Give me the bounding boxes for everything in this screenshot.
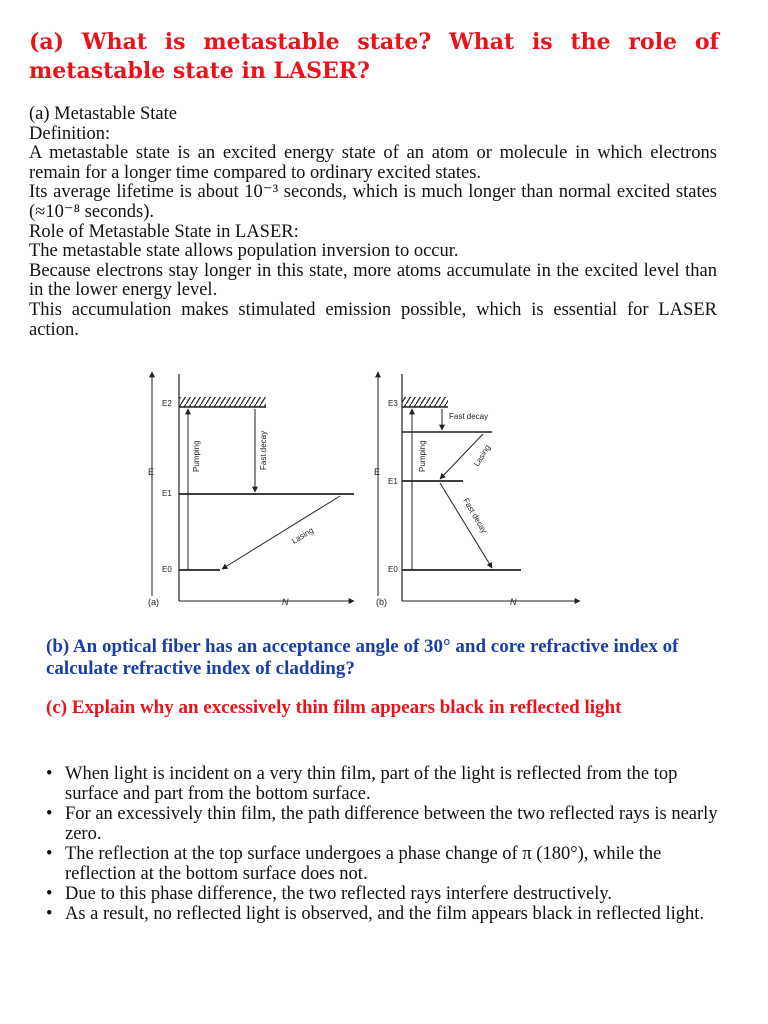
pumping-label: Pumping bbox=[192, 440, 201, 472]
heading-part-b: (b) An optical fiber has an acceptance angle of 30° and core refractive index of calculate refractive index of cladding? bbox=[46, 636, 679, 679]
list-item bbox=[46, 884, 726, 904]
e1-label: E1 bbox=[162, 489, 172, 498]
list-item bbox=[46, 904, 726, 924]
e0-label: E0 bbox=[388, 565, 398, 574]
lifetime-text: Its average lifetime is about 10⁻³ seconds, which is much longer than normal excited states (≈10⁻⁸ seconds). bbox=[29, 182, 717, 222]
lasing-label: Lasing bbox=[472, 443, 493, 469]
axis-n-label: N bbox=[510, 597, 517, 607]
role-point-1: The metastable state allows population inversion to occur. bbox=[29, 241, 459, 262]
e3-hatched-band bbox=[402, 397, 448, 407]
heading-part-a: (a) What is metastable state? What is the role of metastable state in LASER? bbox=[29, 29, 719, 84]
bullet-icon: • bbox=[46, 764, 53, 784]
e2-hatched-band bbox=[179, 397, 266, 407]
definition-label: Definition: bbox=[29, 123, 111, 144]
heading-part-c: (c) Explain why an excessively thin film appears black in reflected light bbox=[46, 697, 622, 718]
fast-decay-label: Fast decay bbox=[259, 430, 268, 470]
axis-e-label: E bbox=[374, 467, 381, 477]
laser-energy-level-diagram bbox=[136, 364, 586, 614]
list-item-text: When light is incident on a very thin film, part of the light is reflected from the top surface and part from the bottom surface. bbox=[65, 764, 678, 804]
e3-label: E3 bbox=[388, 399, 398, 408]
thin-film-bullet-list bbox=[46, 764, 726, 924]
diagram-four-level bbox=[374, 372, 580, 607]
bullet-icon: • bbox=[46, 804, 53, 824]
axis-n-label: N bbox=[282, 597, 289, 607]
diagram-three-level bbox=[148, 372, 354, 607]
list-item-text: Due to this phase difference, the two reflected rays interfere destructively. bbox=[65, 884, 613, 904]
caption-a: (a) bbox=[148, 597, 159, 607]
pumping-label: Pumping bbox=[418, 440, 427, 472]
list-item-text: As a result, no reflected light is observed, and the film appears black in reflected light. bbox=[65, 904, 705, 924]
bullet-icon: • bbox=[46, 884, 53, 904]
list-item bbox=[46, 804, 726, 844]
e2-label: E2 bbox=[162, 399, 172, 408]
list-item bbox=[46, 764, 726, 804]
list-item-text: The reflection at the top surface undergoes a phase change of π (180°), while the reflection at the bottom surface does not. bbox=[65, 844, 662, 884]
bullet-icon: • bbox=[46, 844, 53, 864]
role-point-2: Because electrons stay longer in this state, more atoms accumulate in the excited level than in the lower energy level. bbox=[29, 260, 717, 301]
part-a-body bbox=[29, 105, 717, 340]
axis-e-label: E bbox=[148, 467, 155, 477]
lasing-arrow bbox=[222, 496, 340, 569]
fast-decay-bottom-label: Fast decay bbox=[461, 496, 489, 535]
fast-decay-top-label: Fast decay bbox=[449, 412, 489, 421]
list-item-text: For an excessively thin film, the path difference between the two reflected rays is nearly zero. bbox=[65, 804, 718, 844]
definition-text: A metastable state is an excited energy state of an atom or molecule in which electrons remain for a longer time compared to ordinary excited states. bbox=[29, 143, 717, 183]
bullet-icon: • bbox=[46, 904, 53, 924]
metastable-subtitle: (a) Metastable State bbox=[29, 104, 177, 124]
role-label: Role of Metastable State in LASER: bbox=[29, 221, 299, 242]
e1-label: E1 bbox=[388, 477, 398, 486]
e0-label: E0 bbox=[162, 565, 172, 574]
lasing-label: Lasing bbox=[290, 525, 316, 546]
role-point-3: This accumulation makes stimulated emission possible, which is essential for LASER action. bbox=[29, 299, 717, 340]
caption-b: (b) bbox=[376, 597, 387, 607]
list-item bbox=[46, 844, 726, 884]
